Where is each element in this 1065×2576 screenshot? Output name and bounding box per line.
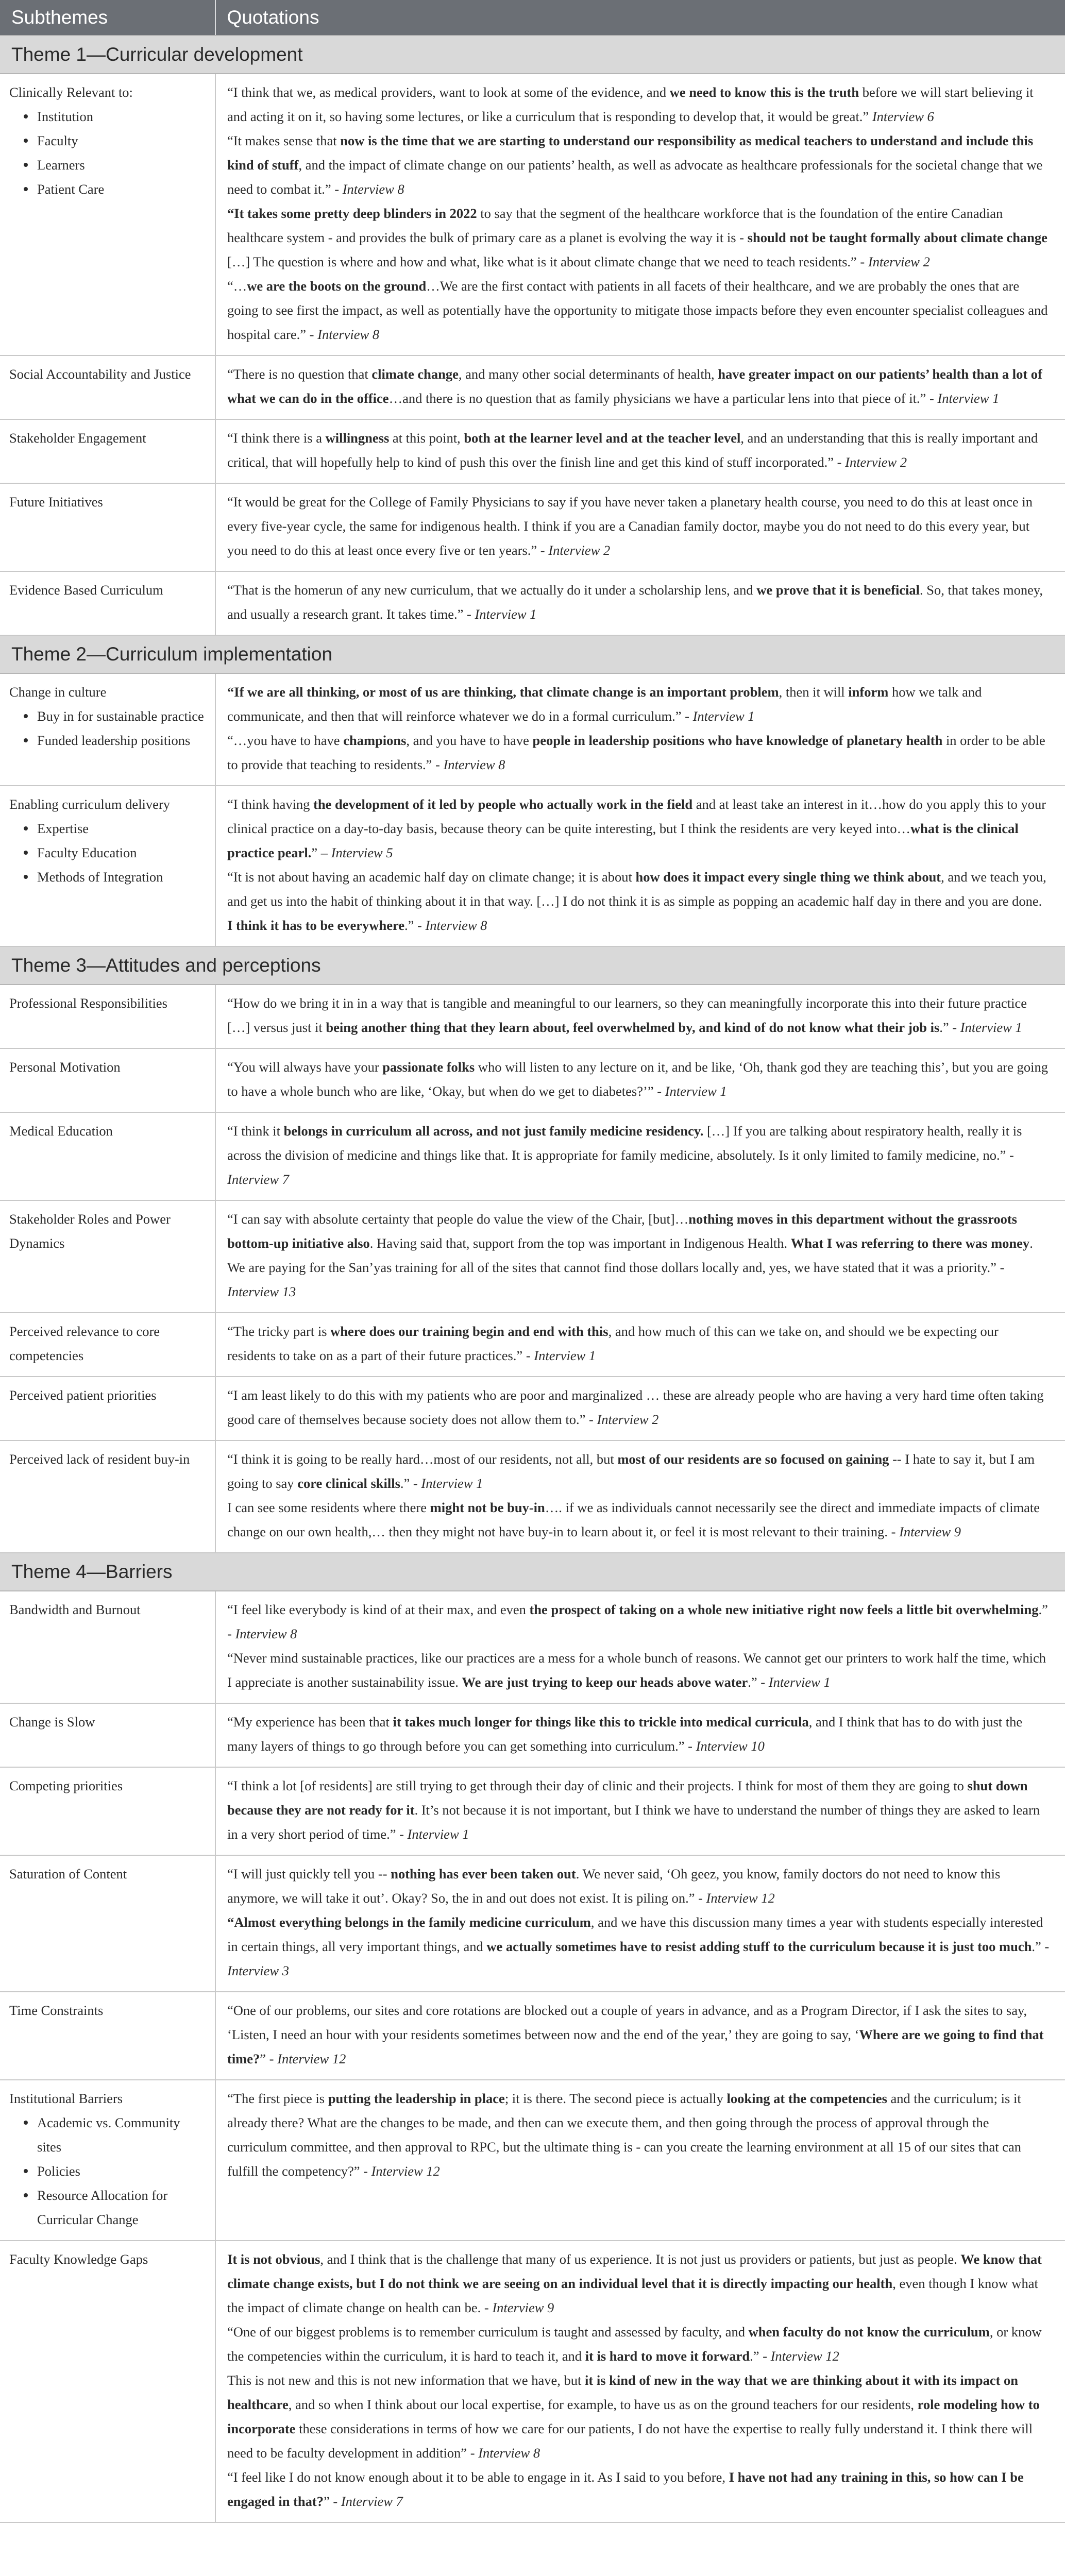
quote-emphasis: people in leadership positions who have knowledge of planetary health xyxy=(532,733,943,748)
quotations-cell xyxy=(215,786,1065,946)
theme-title: Theme 1—Curricular development xyxy=(0,36,1065,74)
subtheme-title: Future Initiatives xyxy=(9,494,103,510)
quote-text: “One of our problems, our sites and core rotations are blocked out a couple of years in advance, and as a Program Director, if I ask the sites to say, ‘Listen, I need an hour with your residents sometimes between now and the end of the year,’ they are going to say, ‘ xyxy=(227,2003,1027,2042)
quote-text: .” - xyxy=(227,1602,1048,1641)
quote-emphasis: inform xyxy=(848,684,889,700)
quotations-cell xyxy=(215,1313,1065,1377)
interview-reference: Interview 8 xyxy=(443,757,505,772)
subtheme-cell xyxy=(0,1591,215,1703)
quote-text: . It’s not because it is not important, but I think we have to understand the number of things they are asked to learn in a very short period of time.” - xyxy=(227,1802,1040,1842)
subtheme-bullet-item: Policies xyxy=(24,2159,206,2183)
quote-text: “It would be great for the College of Family Physicians to say if you have never taken a planetary health course, you need to do this at least once in every five-year cycle, the same for indigenous health. I think if you are a Canadian family doctor, maybe you do not need to do this every year, but you need to do this at least once every five or ten years.” - xyxy=(227,494,1033,558)
subtheme-title: Saturation of Content xyxy=(9,1866,127,1882)
subtheme-title: Perceived relevance to core competencies xyxy=(9,1324,160,1363)
quote-emphasis: shut down because they are not ready for it xyxy=(227,1778,1028,1818)
quotations-cell xyxy=(215,1377,1065,1440)
theme-header-row xyxy=(0,1553,1065,1591)
theme-title: Theme 2—Curriculum implementation xyxy=(0,635,1065,673)
interview-reference: Interview 12 xyxy=(706,1890,775,1906)
table-header-row xyxy=(0,0,1065,36)
table-row xyxy=(0,1703,1065,1767)
quotation xyxy=(227,1774,1050,1846)
quote-text: “How do we bring it in in a way that is tangible and meaningful to our learners, so they can meaningfully incorporate this into their future practice […] versus just it xyxy=(227,995,1027,1035)
subtheme-cell xyxy=(0,2241,215,2522)
subtheme-title: Change in culture xyxy=(9,684,107,700)
interview-reference: Interview 6 xyxy=(872,109,934,124)
quotation xyxy=(227,1055,1050,1104)
quote-text: “I think it xyxy=(227,1123,284,1139)
quote-emphasis: should not be taught formally about climate change xyxy=(747,230,1047,245)
subtheme-title: Stakeholder Roles and Power Dynamics xyxy=(9,1211,171,1251)
table-row xyxy=(0,985,1065,1048)
subtheme-title: Bandwidth and Burnout xyxy=(9,1602,141,1617)
subtheme-title: Professional Responsibilities xyxy=(9,995,167,1011)
subtheme-title: Perceived patient priorities xyxy=(9,1387,157,1403)
quotations-cell xyxy=(215,1591,1065,1703)
interview-reference: Interview 10 xyxy=(696,1738,765,1754)
subtheme-cell xyxy=(0,355,215,419)
quotation xyxy=(227,728,1050,777)
table-row xyxy=(0,1313,1065,1377)
quotation xyxy=(227,865,1050,938)
interview-reference: Interview 2 xyxy=(597,1412,659,1427)
subtheme-bullet-item: Institution xyxy=(24,105,206,129)
subtheme-cell xyxy=(0,786,215,946)
interview-reference: Interview 12 xyxy=(277,2051,346,2066)
quote-text: “I think that we, as medical providers, want to look at some of the evidence, and xyxy=(227,84,670,100)
subtheme-title: Evidence Based Curriculum xyxy=(9,582,163,598)
quote-text: . We are paying for the San’yas training for all of the sites that cannot find those dollars locally and, yes, we have stated that it was a priority.” - xyxy=(227,1235,1033,1275)
subtheme-title: Enabling curriculum delivery xyxy=(9,796,171,812)
quote-text: , and an understanding that this is really important and critical, that will hopefully help to kind of push this over the finish line and get this kind of stuff incorporated.” - xyxy=(227,430,1038,470)
quote-emphasis: willingness xyxy=(325,430,390,446)
subtheme-cell xyxy=(0,571,215,635)
quote-emphasis: now is the time that we are starting to understand our responsibility as medical teachers to understand and include this kind of stuff xyxy=(227,133,1034,173)
subtheme-title: Faculty Knowledge Gaps xyxy=(9,2251,148,2267)
interview-reference: Interview 1 xyxy=(421,1476,483,1491)
quote-text: .” - xyxy=(1032,1939,1050,1954)
subtheme-bullet-item: Faculty xyxy=(24,129,206,153)
quote-text: “The first piece is xyxy=(227,2091,328,2106)
interview-reference: Interview 1 xyxy=(692,708,755,724)
quote-text: , and how much of this can we take on, and should we be expecting our residents to take on as a part of their future practices.” - xyxy=(227,1324,999,1363)
quote-text: . Having said that, support from the top was important in Indigenous Health. xyxy=(369,1235,791,1251)
subtheme-title: Perceived lack of resident buy-in xyxy=(9,1451,190,1467)
quote-emphasis: we actually sometimes have to resist adding stuff to the curriculum because it is just too much xyxy=(486,1939,1032,1954)
quote-text: “I think there is a xyxy=(227,430,326,446)
subtheme-title: Time Constraints xyxy=(9,2003,104,2018)
quote-emphasis: role modeling how to incorporate xyxy=(227,2397,1040,2436)
quote-emphasis: It is not obvious xyxy=(227,2251,320,2267)
quotation xyxy=(227,129,1050,201)
quote-text: “The tricky part is xyxy=(227,1324,331,1339)
quote-emphasis: I think it has to be everywhere xyxy=(227,918,404,933)
quote-emphasis: climate change xyxy=(371,366,459,382)
interview-reference: Interview 12 xyxy=(371,2163,440,2179)
quote-text: […] If you are talking about respiratory health, really it is across the division of medicine and things like that. It is appropriate for family medicine, absolutely. Is it only limited to family medicine, no.” - xyxy=(227,1123,1022,1163)
quotation xyxy=(227,1496,1050,1544)
table-row xyxy=(0,2080,1065,2241)
quotation xyxy=(227,1447,1050,1496)
quotation xyxy=(227,1383,1050,1432)
quotation xyxy=(227,274,1050,347)
quote-text: who will listen to any lecture on it, and be like, ‘Oh, thank god they are teaching this’, but you are going to have a whole bunch who are like, ‘Okay, but when do we get to diabetes?’” - xyxy=(227,1059,1048,1099)
quotation xyxy=(227,201,1050,274)
interview-reference: Interview 7 xyxy=(227,1172,289,1187)
interview-reference: Interview 9 xyxy=(899,1524,961,1539)
subtheme-bullet-item: Learners xyxy=(24,153,206,177)
quote-text: “I am least likely to do this with my patients who are poor and marginalized … these are already people who are having a very hard time often taking good care of themselves because society does not allow them to.” - xyxy=(227,1387,1044,1427)
theme-title: Theme 3—Attitudes and perceptions xyxy=(0,946,1065,985)
quote-text: how we talk and communicate, and then that will reinforce whatever we do in a formal curriculum.” - xyxy=(227,684,982,724)
interview-reference: Interview 1 xyxy=(960,1020,1022,1035)
quote-emphasis: belongs in curriculum all across, and not just family medicine residency. xyxy=(283,1123,704,1139)
quotation xyxy=(227,80,1050,129)
quote-text: in order to be able to provide that teaching to residents.” - xyxy=(227,733,1045,772)
subtheme-cell xyxy=(0,419,215,483)
quote-text: .” - xyxy=(404,918,426,933)
quote-emphasis: nothing has ever been taken out xyxy=(391,1866,576,1882)
quote-emphasis: might not be buy-in xyxy=(430,1500,545,1515)
quote-emphasis: We are just trying to keep our heads above water xyxy=(462,1674,748,1690)
quotation xyxy=(227,2247,1050,2320)
subtheme-cell xyxy=(0,1855,215,1992)
quote-emphasis: have greater impact on our patients’ health than a lot of what we can do in the office xyxy=(227,366,1042,406)
quote-text: […] The question is where and how and what, like what is it about climate change that we need to teach residents.” - xyxy=(227,254,868,269)
subtheme-title: Social Accountability and Justice xyxy=(9,366,191,382)
quote-emphasis: champions xyxy=(343,733,407,748)
subtheme-bullet-list xyxy=(9,817,206,889)
table-row xyxy=(0,483,1065,571)
quote-text: , and we have this discussion many times a year with students especially interested in certain things, all very important things, and xyxy=(227,1914,1043,1954)
quotation xyxy=(227,1998,1050,2071)
quotation xyxy=(227,578,1050,626)
quotations-cell xyxy=(215,673,1065,786)
table-row xyxy=(0,1377,1065,1440)
quotation xyxy=(227,2087,1050,2183)
theme-header-row xyxy=(0,36,1065,74)
quotation xyxy=(227,362,1050,411)
quote-text: , then it will xyxy=(779,684,849,700)
subtheme-cell xyxy=(0,1112,215,1200)
quote-text: “…you have to have xyxy=(227,733,344,748)
quote-text: “That is the homerun of any new curriculum, that we actually do it under a scholarship lens, and xyxy=(227,582,757,598)
quotations-cell xyxy=(215,1992,1065,2080)
quote-emphasis: we need to know this is the truth xyxy=(669,84,859,100)
quote-emphasis: core clinical skills xyxy=(297,1476,400,1491)
table-row xyxy=(0,1992,1065,2080)
quote-text: , and the impact of climate change on our patients’ health, as well as advocate as healthcare professionals for the societal change that we need to combat it.” - xyxy=(227,157,1043,197)
table-row xyxy=(0,355,1065,419)
quotation xyxy=(227,680,1050,728)
quote-emphasis: “Almost everything belongs in the family medicine curriculum xyxy=(227,1914,591,1930)
quote-emphasis: We know that climate change exists, but I do not think we are seeing on an individual level that it is directly impacting our health xyxy=(227,2251,1042,2291)
quote-emphasis: the prospect of taking on a whole new initiative right now feels a little bit overwhelming xyxy=(529,1602,1039,1617)
quotation xyxy=(227,1207,1050,1304)
interview-reference: Interview 8 xyxy=(235,1626,297,1641)
quotation xyxy=(227,1119,1050,1192)
quote-emphasis: it is hard to move it forward xyxy=(585,2348,750,2364)
quotation xyxy=(227,1862,1050,1910)
quote-emphasis: when faculty do not know the curriculum xyxy=(748,2324,990,2340)
quote-text: “I think a lot [of residents] are still trying to get through their day of clinic and their projects. I think for most of them they are going to xyxy=(227,1778,968,1793)
table-row xyxy=(0,786,1065,946)
subtheme-title: Personal Motivation xyxy=(9,1059,121,1075)
subtheme-bullet-item: Methods of Integration xyxy=(24,865,206,889)
quotations-cell xyxy=(215,74,1065,355)
subtheme-cell xyxy=(0,1200,215,1313)
interview-reference: Interview 3 xyxy=(227,1963,289,1978)
quote-text: “It is not about having an academic half day on climate change; it is about xyxy=(227,869,636,885)
subtheme-bullet-item: Resource Allocation for Curricular Change xyxy=(24,2183,206,2232)
quotation xyxy=(227,991,1050,1040)
quote-text: .” - xyxy=(748,1674,769,1690)
quote-text: This is not new and this is not new information that we have, but xyxy=(227,2372,585,2388)
quote-text: “I will just quickly tell you -- xyxy=(227,1866,391,1882)
subtheme-bullet-list xyxy=(9,704,206,753)
subtheme-cell xyxy=(0,1767,215,1855)
quote-text: ” – xyxy=(311,845,331,860)
interview-reference: Interview 7 xyxy=(341,2494,403,2509)
quote-text: “I can say with absolute certainty that people do value the view of the Chair, [but]… xyxy=(227,1211,689,1227)
quote-emphasis: putting the leadership in place xyxy=(328,2091,505,2106)
quote-text: , and so when I think about our local expertise, for example, to have us as on the ground teachers for our residents, xyxy=(288,2397,918,2412)
table-row xyxy=(0,1048,1065,1112)
quote-text: “I think it is going to be really hard…most of our residents, not all, but xyxy=(227,1451,618,1467)
quotation xyxy=(227,792,1050,865)
quote-text: “One of our biggest problems is to remember curriculum is taught and assessed by faculty, and xyxy=(227,2324,749,2340)
interview-reference: Interview 8 xyxy=(317,327,380,342)
quote-emphasis: “If we are all thinking, or most of us are thinking, that climate change is an important problem xyxy=(227,684,779,700)
subtheme-title: Medical Education xyxy=(9,1123,113,1139)
quote-text: , and I think that is the challenge that many of us experience. It is not just us providers or patients, but just as people. xyxy=(320,2251,961,2267)
interview-reference: Interview 2 xyxy=(548,543,611,558)
interview-reference: Interview 1 xyxy=(768,1674,831,1690)
quote-emphasis: nothing moves in this department without the grassroots bottom-up initiative also xyxy=(227,1211,1017,1251)
quote-emphasis: what is the clinical practice pearl. xyxy=(227,821,1019,860)
quotations-cell xyxy=(215,355,1065,419)
quote-emphasis: passionate folks xyxy=(382,1059,475,1075)
subtheme-bullet-list xyxy=(9,105,206,201)
quotation xyxy=(227,1710,1050,1758)
quotations-cell xyxy=(215,1703,1065,1767)
quote-text: . We never said, ‘Oh geez, you know, family doctors do not need to know this anymore, we will take it out’. Okay? So, the in and out does not exist. It is piling on.” - xyxy=(227,1866,1001,1906)
subtheme-bullet-list xyxy=(9,2111,206,2232)
quote-text: , and I think that has to do with just the many layers of things to go through before you can get something into curriculum.” - xyxy=(227,1714,1023,1754)
quote-text: at this point, xyxy=(389,430,464,446)
subtheme-title: Clinically Relevant to: xyxy=(9,84,133,100)
interview-reference: Interview 8 xyxy=(342,181,404,197)
theme-header-row xyxy=(0,635,1065,673)
table-row xyxy=(0,673,1065,786)
quote-emphasis: What I was referring to there was money xyxy=(790,1235,1030,1251)
table-row xyxy=(0,74,1065,355)
quotation xyxy=(227,1910,1050,1983)
interview-reference: Interview 1 xyxy=(534,1348,596,1363)
quote-text: , or know the competencies within the curriculum, it is hard to teach it, and xyxy=(227,2324,1042,2364)
interview-reference: Interview 1 xyxy=(407,1826,469,1842)
quote-emphasis: how does it impact every single thing we think about xyxy=(635,869,941,885)
subtheme-cell xyxy=(0,74,215,355)
subtheme-title: Stakeholder Engagement xyxy=(9,430,146,446)
interview-reference: Interview 2 xyxy=(845,454,907,470)
quote-text: , and many other social determinants of health, xyxy=(458,366,718,382)
quotations-cell xyxy=(215,985,1065,1048)
quotations-cell xyxy=(215,419,1065,483)
quote-text: and the curriculum; is it already there? What are the changes to be made, and then can we execute them, and then going through the process of approval through the curriculum committee, and then approval to RPC, but the ultimate thing is - can you create the learning environment at all 15 of our sites that can fulfill the competency?” - xyxy=(227,2091,1021,2179)
subtheme-cell xyxy=(0,1048,215,1112)
subtheme-bullet-item: Expertise xyxy=(24,817,206,841)
table-row xyxy=(0,1591,1065,1703)
interview-reference: Interview 8 xyxy=(478,2445,540,2461)
theme-title: Theme 4—Barriers xyxy=(0,1553,1065,1591)
quotations-cell xyxy=(215,2241,1065,2522)
quote-text: .” - xyxy=(939,1020,960,1035)
table-row xyxy=(0,419,1065,483)
quote-emphasis: both at the learner level and at the teacher level xyxy=(464,430,741,446)
quote-text: -- I hate to say it, but I am going to say xyxy=(227,1451,1035,1491)
quote-text: ” - xyxy=(324,2494,341,2509)
subtheme-bullet-item: Buy in for sustainable practice xyxy=(24,704,206,728)
subtheme-cell xyxy=(0,2080,215,2241)
header-quotations: Quotations xyxy=(215,0,1065,36)
quote-emphasis: the development of it led by people who actually work in the field xyxy=(313,796,693,812)
quote-text: “Never mind sustainable practices, like our practices are a mess for a whole bunch of reasons. We cannot get our printers to work half the time, which I appreciate is another sustainability issue. xyxy=(227,1650,1046,1690)
quotations-cell xyxy=(215,1048,1065,1112)
quotation xyxy=(227,2320,1050,2368)
quotations-cell xyxy=(215,1767,1065,1855)
subtheme-bullet-item: Faculty Education xyxy=(24,841,206,865)
subtheme-bullet-item: Funded leadership positions xyxy=(24,728,206,753)
quote-text: “It makes sense that xyxy=(227,133,341,148)
quote-emphasis: looking at the competencies xyxy=(726,2091,887,2106)
subtheme-title: Change is Slow xyxy=(9,1714,95,1730)
quote-emphasis: Where are we going to find that time? xyxy=(227,2027,1044,2066)
table-row xyxy=(0,1112,1065,1200)
theme-header-row xyxy=(0,946,1065,985)
quote-text: “You will always have your xyxy=(227,1059,383,1075)
header-subthemes: Subthemes xyxy=(0,0,215,36)
quotation xyxy=(227,490,1050,563)
interview-reference: Interview 9 xyxy=(492,2300,554,2315)
quote-text: before we will start believing it and acting it on it, so having some lectures, or like a curriculum that is responding to develop that, it would be great.” xyxy=(227,84,1034,124)
interview-reference: Interview 1 xyxy=(937,391,1000,406)
quote-emphasis: most of our residents are so focused on gaining xyxy=(617,1451,889,1467)
interview-reference: Interview 12 xyxy=(770,2348,839,2364)
quote-text: I can see some residents where there xyxy=(227,1500,430,1515)
quote-text: “I feel like I do not know enough about it to be able to engage in it. As I said to you before, xyxy=(227,2469,729,2485)
interview-reference: Interview 1 xyxy=(475,606,537,622)
table-row xyxy=(0,1767,1065,1855)
quotation xyxy=(227,1598,1050,1646)
quote-text: …and there is no question that as family physicians we have a particular lens into that piece of it.” - xyxy=(388,391,938,406)
interview-reference: Interview 2 xyxy=(868,254,930,269)
table-row xyxy=(0,1440,1065,1553)
quote-text: ; it is there. The second piece is actually xyxy=(504,2091,727,2106)
quote-text: “My experience has been that xyxy=(227,1714,393,1730)
subtheme-cell xyxy=(0,985,215,1048)
quotations-cell xyxy=(215,571,1065,635)
subtheme-cell xyxy=(0,1377,215,1440)
quote-emphasis: “It takes some pretty deep blinders in 2022 xyxy=(227,206,477,221)
quote-emphasis: it takes much longer for things like this to trickle into medical curricula xyxy=(393,1714,809,1730)
quote-emphasis: being another thing that they learn about, feel overwhelmed by, and kind of do not know what their job is xyxy=(326,1020,940,1035)
quote-text: , and you have to have xyxy=(406,733,533,748)
interview-reference: Interview 8 xyxy=(425,918,487,933)
interview-reference: Interview 1 xyxy=(665,1083,727,1099)
subtheme-cell xyxy=(0,673,215,786)
quotation xyxy=(227,1646,1050,1694)
quote-text: “… xyxy=(227,278,247,294)
quotations-cell xyxy=(215,1440,1065,1553)
subtheme-title: Competing priorities xyxy=(9,1778,123,1793)
subtheme-bullet-item: Patient Care xyxy=(24,177,206,201)
quote-text: , and we teach you, and get us into the habit of thinking about it in that way. […] I do not think it is as simple as popping an academic half day in there and you are done. xyxy=(227,869,1046,909)
quote-text: , even though I know what the impact of climate change on health can be. - xyxy=(227,2276,1038,2315)
subtheme-bullet-item: Academic vs. Community sites xyxy=(24,2111,206,2159)
quotation xyxy=(227,2368,1050,2465)
interview-reference: Interview 5 xyxy=(331,845,393,860)
table-body xyxy=(0,36,1065,2522)
quote-text: …We are the first contact with patients in all facets of their healthcare, and we are probably the ones that are going to see first the impact, as well as potentially have the opportunity to mitigate those impacts before they even encounter specialist colleagues and hospital care.” - xyxy=(227,278,1048,342)
quotations-cell xyxy=(215,1112,1065,1200)
subtheme-title: Institutional Barriers xyxy=(9,2091,123,2106)
quote-text: . So, that takes money, and usually a research grant. It takes time.” - xyxy=(227,582,1043,622)
quote-emphasis: we are the boots on the ground xyxy=(247,278,427,294)
quotations-cell xyxy=(215,1855,1065,1992)
quote-text: “I feel like everybody is kind of at their max, and even xyxy=(227,1602,530,1617)
table-row xyxy=(0,571,1065,635)
subtheme-cell xyxy=(0,1313,215,1377)
quotations-cell xyxy=(215,2080,1065,2241)
subtheme-cell xyxy=(0,1440,215,1553)
quote-emphasis: it is kind of new in the way that we are thinking about it with its impact on healthcare xyxy=(227,2372,1019,2412)
quote-text: “There is no question that xyxy=(227,366,372,382)
quotations-cell xyxy=(215,483,1065,571)
quote-text: ” - xyxy=(260,2051,278,2066)
quotation xyxy=(227,2465,1050,2514)
quote-text: .” - xyxy=(400,1476,421,1491)
quote-emphasis: we prove that it is beneficial xyxy=(756,582,920,598)
table-row xyxy=(0,2241,1065,2522)
interview-reference: Interview 13 xyxy=(227,1284,296,1299)
table-row xyxy=(0,1200,1065,1313)
quote-text: and at least take an interest in it…how do you apply this to your clinical practice on a day-to-day basis, because theory can be quite interesting, but I think the residents are very keyed into… xyxy=(227,796,1046,836)
quotation xyxy=(227,1319,1050,1368)
quote-text: these considerations in terms of how we care for our patients, I do not have the expertise to really fully understand it. I think there will need to be faculty development in addition” - xyxy=(227,2421,1033,2461)
quote-text: .” - xyxy=(750,2348,771,2364)
subtheme-cell xyxy=(0,1703,215,1767)
quote-text: “I think having xyxy=(227,796,314,812)
table-row xyxy=(0,1855,1065,1992)
quote-emphasis: I have not had any training in this, so how can I be engaged in that? xyxy=(227,2469,1024,2509)
subtheme-cell xyxy=(0,483,215,571)
quote-text: to say that the segment of the healthcare workforce that is the foundation of the entire Canadian healthcare system - and provides the bulk of primary care as a planet is evolving the way it is - xyxy=(227,206,1003,245)
quote-text: …. if we as individuals cannot necessarily see the direct and immediate impacts of climate change on our own health,… then they might not have buy-in to learn about it, or feel it is most relevant to their training. - xyxy=(227,1500,1040,1539)
subtheme-cell xyxy=(0,1992,215,2080)
quotations-cell xyxy=(215,1200,1065,1313)
quote-emphasis: where does our training begin and end with this xyxy=(330,1324,608,1339)
quotation xyxy=(227,426,1050,474)
